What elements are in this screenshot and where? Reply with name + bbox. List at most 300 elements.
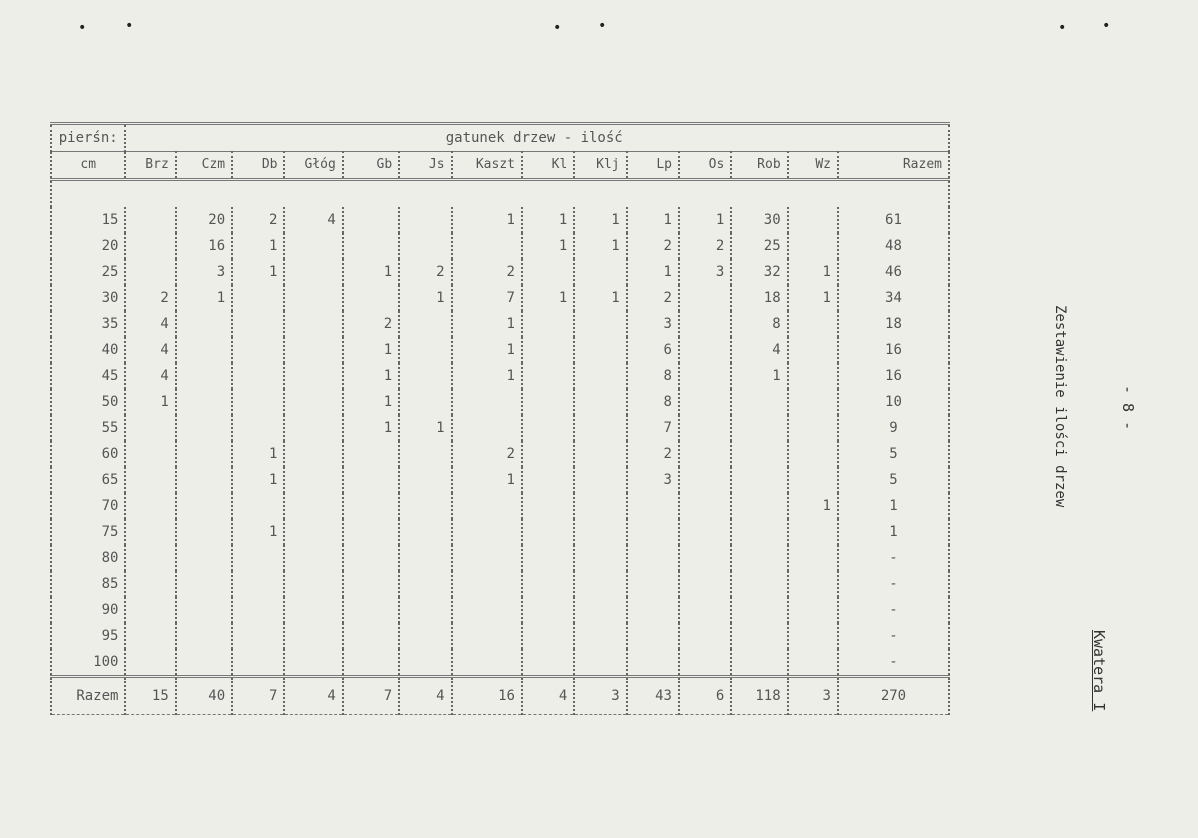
count-cell: 6 bbox=[627, 337, 679, 363]
total-cell: 16 bbox=[452, 677, 522, 715]
count-cell bbox=[176, 649, 232, 677]
row-total-cell: 1 bbox=[838, 493, 949, 519]
count-cell: 25 bbox=[731, 233, 787, 259]
count-cell bbox=[176, 337, 232, 363]
count-cell: 1 bbox=[452, 207, 522, 233]
count-cell bbox=[284, 519, 342, 545]
diameter-cell: 75 bbox=[51, 519, 125, 545]
table-row bbox=[51, 311, 949, 337]
row-total-cell: 5 bbox=[838, 441, 949, 467]
count-cell bbox=[574, 493, 626, 519]
count-cell bbox=[679, 311, 731, 337]
count-cell bbox=[788, 415, 838, 441]
count-cell bbox=[679, 623, 731, 649]
count-cell bbox=[232, 337, 284, 363]
count-cell bbox=[399, 441, 451, 467]
count-cell bbox=[574, 545, 626, 571]
count-cell: 2 bbox=[452, 259, 522, 285]
count-cell: 30 bbox=[731, 207, 787, 233]
header-species: Lp bbox=[627, 152, 679, 180]
count-cell: 1 bbox=[232, 233, 284, 259]
row-total-cell: 1 bbox=[838, 519, 949, 545]
count-cell bbox=[399, 363, 451, 389]
diameter-cell: 45 bbox=[51, 363, 125, 389]
count-cell: 2 bbox=[399, 259, 451, 285]
count-cell: 1 bbox=[679, 207, 731, 233]
document-title: Zestawienie ilości drzew bbox=[1052, 305, 1068, 508]
count-cell bbox=[627, 649, 679, 677]
count-cell bbox=[176, 389, 232, 415]
diameter-cell: 55 bbox=[51, 415, 125, 441]
count-cell bbox=[125, 545, 175, 571]
count-cell bbox=[452, 389, 522, 415]
count-cell bbox=[284, 285, 342, 311]
count-cell bbox=[232, 571, 284, 597]
count-cell: 20 bbox=[176, 207, 232, 233]
count-cell bbox=[284, 493, 342, 519]
count-cell bbox=[125, 597, 175, 623]
diameter-cell: 40 bbox=[51, 337, 125, 363]
punch-mark: • bbox=[1102, 18, 1111, 34]
count-cell: 1 bbox=[176, 285, 232, 311]
count-cell bbox=[679, 441, 731, 467]
table-row bbox=[51, 493, 949, 519]
total-cell: 4 bbox=[399, 677, 451, 715]
row-total-cell: - bbox=[838, 571, 949, 597]
header-species: Razem bbox=[838, 152, 949, 180]
count-cell bbox=[522, 571, 574, 597]
count-cell bbox=[574, 363, 626, 389]
diameter-cell: 20 bbox=[51, 233, 125, 259]
count-cell bbox=[574, 389, 626, 415]
count-cell bbox=[176, 415, 232, 441]
table-row bbox=[51, 649, 949, 677]
count-cell bbox=[627, 571, 679, 597]
count-cell bbox=[343, 519, 399, 545]
count-cell bbox=[574, 571, 626, 597]
count-cell bbox=[452, 597, 522, 623]
count-cell: 3 bbox=[679, 259, 731, 285]
count-cell bbox=[452, 571, 522, 597]
count-cell bbox=[679, 337, 731, 363]
count-cell bbox=[343, 493, 399, 519]
diameter-cell: 90 bbox=[51, 597, 125, 623]
header-species: Db bbox=[232, 152, 284, 180]
count-cell bbox=[399, 649, 451, 677]
header-species: Rob bbox=[731, 152, 787, 180]
count-cell bbox=[232, 285, 284, 311]
table-row bbox=[51, 441, 949, 467]
count-cell bbox=[232, 493, 284, 519]
count-cell: 1 bbox=[522, 233, 574, 259]
table-row bbox=[51, 207, 949, 233]
table-row bbox=[51, 285, 949, 311]
count-cell: 1 bbox=[343, 389, 399, 415]
count-cell: 8 bbox=[627, 363, 679, 389]
count-cell bbox=[232, 311, 284, 337]
header-species: Kaszt bbox=[452, 152, 522, 180]
count-cell bbox=[284, 259, 342, 285]
total-cell: 7 bbox=[343, 677, 399, 715]
header-species: Brz bbox=[125, 152, 175, 180]
diameter-cell: 50 bbox=[51, 389, 125, 415]
count-cell: 1 bbox=[522, 207, 574, 233]
row-total-cell: 61 bbox=[838, 207, 949, 233]
count-cell bbox=[788, 363, 838, 389]
table-row bbox=[51, 363, 949, 389]
count-cell: 1 bbox=[343, 363, 399, 389]
punch-mark: • bbox=[598, 18, 607, 34]
count-cell bbox=[731, 623, 787, 649]
count-cell bbox=[232, 545, 284, 571]
count-cell bbox=[574, 259, 626, 285]
header-species: Głóg bbox=[284, 152, 342, 180]
count-cell bbox=[522, 311, 574, 337]
count-cell bbox=[343, 649, 399, 677]
count-cell bbox=[679, 545, 731, 571]
count-cell bbox=[788, 207, 838, 233]
count-cell bbox=[343, 571, 399, 597]
count-cell: 4 bbox=[731, 337, 787, 363]
header-species: Os bbox=[679, 152, 731, 180]
count-cell bbox=[679, 519, 731, 545]
count-cell: 1 bbox=[452, 467, 522, 493]
total-cell: 15 bbox=[125, 677, 175, 715]
count-cell bbox=[679, 493, 731, 519]
row-total-cell: 16 bbox=[838, 363, 949, 389]
count-cell bbox=[125, 259, 175, 285]
count-cell bbox=[399, 389, 451, 415]
group-header: gatunek drzew - ilość bbox=[125, 124, 949, 152]
count-cell: 1 bbox=[232, 519, 284, 545]
totals-row bbox=[51, 677, 949, 715]
count-cell: 1 bbox=[731, 363, 787, 389]
header-species: Wz bbox=[788, 152, 838, 180]
count-cell bbox=[176, 597, 232, 623]
count-cell bbox=[788, 545, 838, 571]
count-cell bbox=[125, 519, 175, 545]
count-cell bbox=[788, 623, 838, 649]
count-cell bbox=[788, 233, 838, 259]
count-cell bbox=[125, 207, 175, 233]
table-row bbox=[51, 623, 949, 649]
count-cell bbox=[574, 649, 626, 677]
diameter-cell: 25 bbox=[51, 259, 125, 285]
diameter-cell: 85 bbox=[51, 571, 125, 597]
count-cell bbox=[232, 363, 284, 389]
count-cell bbox=[399, 545, 451, 571]
count-cell bbox=[574, 467, 626, 493]
table-row bbox=[51, 233, 949, 259]
count-cell: 2 bbox=[627, 233, 679, 259]
count-cell bbox=[343, 545, 399, 571]
count-cell bbox=[522, 623, 574, 649]
diameter-cell: 100 bbox=[51, 649, 125, 677]
diameter-cell: 30 bbox=[51, 285, 125, 311]
count-cell bbox=[343, 207, 399, 233]
count-cell bbox=[679, 597, 731, 623]
count-cell: 7 bbox=[627, 415, 679, 441]
count-cell bbox=[125, 441, 175, 467]
header-diameter-label: pierśn: bbox=[51, 124, 125, 152]
count-cell bbox=[731, 649, 787, 677]
count-cell bbox=[574, 415, 626, 441]
count-cell: 1 bbox=[452, 337, 522, 363]
count-cell bbox=[522, 363, 574, 389]
row-total-cell: 34 bbox=[838, 285, 949, 311]
count-cell bbox=[522, 467, 574, 493]
count-cell bbox=[399, 311, 451, 337]
count-cell bbox=[574, 623, 626, 649]
count-cell: 1 bbox=[232, 259, 284, 285]
table-row bbox=[51, 597, 949, 623]
row-total-cell: 10 bbox=[838, 389, 949, 415]
count-cell bbox=[452, 233, 522, 259]
row-total-cell: - bbox=[838, 545, 949, 571]
count-cell bbox=[574, 519, 626, 545]
count-cell bbox=[284, 441, 342, 467]
count-cell bbox=[731, 389, 787, 415]
count-cell bbox=[176, 311, 232, 337]
count-cell bbox=[399, 233, 451, 259]
count-cell bbox=[522, 597, 574, 623]
count-cell bbox=[343, 233, 399, 259]
count-cell: 4 bbox=[284, 207, 342, 233]
diameter-cell: 15 bbox=[51, 207, 125, 233]
count-cell bbox=[679, 389, 731, 415]
diameter-cell: 65 bbox=[51, 467, 125, 493]
count-cell: 3 bbox=[627, 467, 679, 493]
count-cell bbox=[788, 337, 838, 363]
count-cell bbox=[343, 597, 399, 623]
count-cell bbox=[731, 441, 787, 467]
totals-label: Razem bbox=[51, 677, 125, 715]
count-cell bbox=[522, 415, 574, 441]
count-cell: 2 bbox=[232, 207, 284, 233]
count-cell bbox=[574, 597, 626, 623]
count-cell bbox=[399, 623, 451, 649]
count-cell: 3 bbox=[627, 311, 679, 337]
count-cell bbox=[284, 467, 342, 493]
count-cell: 1 bbox=[343, 259, 399, 285]
row-total-cell: - bbox=[838, 597, 949, 623]
row-total-cell: 46 bbox=[838, 259, 949, 285]
count-cell bbox=[125, 623, 175, 649]
count-cell: 1 bbox=[627, 259, 679, 285]
total-cell: 6 bbox=[679, 677, 731, 715]
count-cell: 7 bbox=[452, 285, 522, 311]
count-cell: 32 bbox=[731, 259, 787, 285]
count-cell bbox=[731, 519, 787, 545]
header-species: Js bbox=[399, 152, 451, 180]
count-cell bbox=[788, 597, 838, 623]
header-species: Kl bbox=[522, 152, 574, 180]
count-cell bbox=[176, 571, 232, 597]
count-cell bbox=[284, 623, 342, 649]
count-cell bbox=[399, 467, 451, 493]
punch-mark: • bbox=[1058, 20, 1067, 36]
count-cell: 1 bbox=[574, 233, 626, 259]
count-cell bbox=[522, 389, 574, 415]
count-cell: 2 bbox=[343, 311, 399, 337]
count-cell bbox=[452, 415, 522, 441]
count-cell bbox=[522, 337, 574, 363]
count-cell bbox=[731, 493, 787, 519]
count-cell bbox=[284, 545, 342, 571]
table-row bbox=[51, 337, 949, 363]
table-row bbox=[51, 259, 949, 285]
count-cell bbox=[343, 623, 399, 649]
total-cell: 43 bbox=[627, 677, 679, 715]
count-cell bbox=[522, 493, 574, 519]
count-cell bbox=[232, 389, 284, 415]
count-cell: 1 bbox=[452, 311, 522, 337]
count-cell bbox=[679, 415, 731, 441]
count-cell bbox=[731, 467, 787, 493]
table-row bbox=[51, 519, 949, 545]
count-cell: 16 bbox=[176, 233, 232, 259]
count-cell bbox=[284, 571, 342, 597]
count-cell bbox=[125, 649, 175, 677]
count-cell: 4 bbox=[125, 337, 175, 363]
count-cell: 1 bbox=[788, 259, 838, 285]
count-cell: 1 bbox=[574, 207, 626, 233]
count-cell bbox=[343, 467, 399, 493]
table-row bbox=[51, 571, 949, 597]
header-diameter-unit: cm bbox=[51, 152, 125, 180]
count-cell: 8 bbox=[731, 311, 787, 337]
count-cell bbox=[176, 493, 232, 519]
count-cell bbox=[452, 519, 522, 545]
count-cell bbox=[284, 389, 342, 415]
count-cell bbox=[284, 415, 342, 441]
table-row bbox=[51, 415, 949, 441]
diameter-cell: 60 bbox=[51, 441, 125, 467]
count-cell bbox=[788, 389, 838, 415]
table-row bbox=[51, 467, 949, 493]
punch-mark: • bbox=[78, 20, 87, 36]
row-total-cell: 16 bbox=[838, 337, 949, 363]
row-total-cell: 9 bbox=[838, 415, 949, 441]
count-cell bbox=[522, 441, 574, 467]
count-cell bbox=[522, 259, 574, 285]
count-cell bbox=[176, 545, 232, 571]
count-cell bbox=[125, 571, 175, 597]
count-cell bbox=[176, 467, 232, 493]
count-cell: 1 bbox=[125, 389, 175, 415]
header-species: Gb bbox=[343, 152, 399, 180]
count-cell bbox=[522, 545, 574, 571]
diameter-cell: 70 bbox=[51, 493, 125, 519]
count-cell bbox=[788, 441, 838, 467]
count-cell bbox=[627, 545, 679, 571]
total-cell: 3 bbox=[788, 677, 838, 715]
count-cell bbox=[232, 649, 284, 677]
count-cell bbox=[679, 467, 731, 493]
count-cell: 1 bbox=[232, 441, 284, 467]
total-cell: 3 bbox=[574, 677, 626, 715]
count-cell: 1 bbox=[574, 285, 626, 311]
count-cell: 1 bbox=[399, 415, 451, 441]
count-cell bbox=[399, 597, 451, 623]
count-cell bbox=[627, 519, 679, 545]
count-cell bbox=[574, 311, 626, 337]
count-cell bbox=[232, 597, 284, 623]
count-cell bbox=[627, 493, 679, 519]
count-cell: 4 bbox=[125, 311, 175, 337]
count-cell bbox=[284, 337, 342, 363]
section-label: Kwatera I bbox=[1090, 630, 1108, 712]
page-number: - 8 - bbox=[1119, 385, 1137, 431]
count-cell bbox=[399, 571, 451, 597]
count-cell bbox=[284, 649, 342, 677]
count-cell: 1 bbox=[627, 207, 679, 233]
count-cell bbox=[284, 597, 342, 623]
row-total-cell: 18 bbox=[838, 311, 949, 337]
count-cell bbox=[788, 571, 838, 597]
count-cell bbox=[679, 571, 731, 597]
row-total-cell: - bbox=[838, 649, 949, 677]
count-cell bbox=[452, 649, 522, 677]
header-species: Klj bbox=[574, 152, 626, 180]
count-cell bbox=[176, 519, 232, 545]
count-cell: 1 bbox=[452, 363, 522, 389]
count-cell bbox=[731, 597, 787, 623]
punch-mark: • bbox=[125, 18, 134, 34]
count-cell bbox=[232, 415, 284, 441]
count-cell: 3 bbox=[176, 259, 232, 285]
punch-mark: • bbox=[553, 20, 562, 36]
count-cell bbox=[522, 519, 574, 545]
count-cell: 8 bbox=[627, 389, 679, 415]
count-cell bbox=[452, 623, 522, 649]
count-cell bbox=[788, 649, 838, 677]
total-cell: 7 bbox=[232, 677, 284, 715]
count-cell bbox=[731, 415, 787, 441]
count-cell bbox=[627, 623, 679, 649]
count-cell bbox=[125, 415, 175, 441]
count-cell bbox=[399, 493, 451, 519]
diameter-cell: 35 bbox=[51, 311, 125, 337]
count-cell bbox=[284, 363, 342, 389]
count-cell bbox=[176, 623, 232, 649]
count-cell bbox=[399, 207, 451, 233]
table-row bbox=[51, 389, 949, 415]
diameter-cell: 95 bbox=[51, 623, 125, 649]
count-cell: 1 bbox=[232, 467, 284, 493]
count-cell: 2 bbox=[125, 285, 175, 311]
table-row bbox=[51, 545, 949, 571]
count-cell bbox=[399, 337, 451, 363]
count-cell: 2 bbox=[627, 285, 679, 311]
count-cell: 1 bbox=[343, 415, 399, 441]
count-cell bbox=[176, 363, 232, 389]
count-cell bbox=[522, 649, 574, 677]
count-cell bbox=[284, 311, 342, 337]
count-cell: 1 bbox=[788, 493, 838, 519]
count-cell: 2 bbox=[452, 441, 522, 467]
count-cell bbox=[627, 597, 679, 623]
tree-count-table bbox=[50, 122, 950, 715]
grand-total-cell: 270 bbox=[838, 677, 949, 715]
count-cell: 4 bbox=[125, 363, 175, 389]
total-cell: 40 bbox=[176, 677, 232, 715]
count-cell bbox=[731, 545, 787, 571]
total-cell: 4 bbox=[284, 677, 342, 715]
count-cell: 18 bbox=[731, 285, 787, 311]
count-cell bbox=[343, 285, 399, 311]
count-cell bbox=[176, 441, 232, 467]
